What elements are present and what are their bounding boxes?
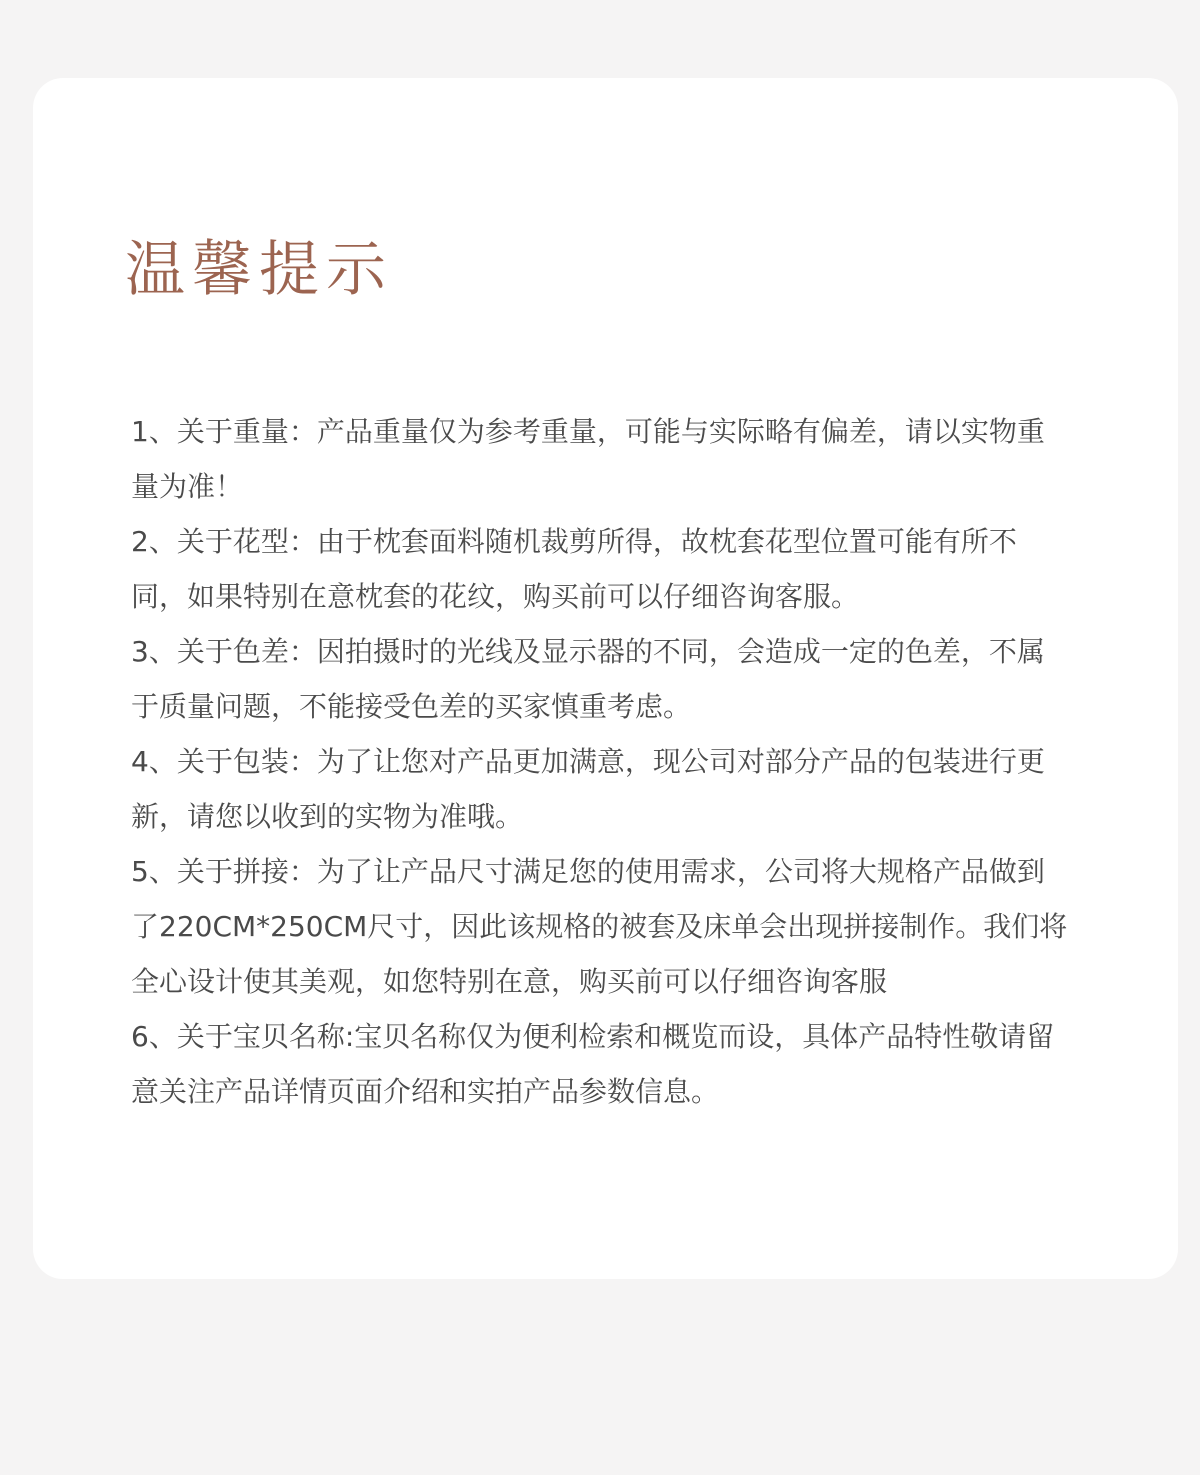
- notice-title: 温馨提示: [125, 235, 393, 305]
- notice-card: [33, 78, 1178, 1279]
- notice-item-splicing: 5、关于拼接：为了让产品尺寸满足您的使用需求，公司将大规格产品做到了220CM*250CM尺寸，因此该规格的被套及床单会出现拼接制作。我们将全心设计使其美观，如您特别在意，购买前可以仔细咨询客服: [131, 855, 1068, 998]
- notice-list: [131, 404, 1071, 1119]
- notice-item-pattern: 2、关于花型：由于枕套面料随机裁剪所得，故枕套花型位置可能有所不同，如果特别在意枕套的花纹，购买前可以仔细咨询客服。: [131, 525, 1017, 613]
- notice-item-color-difference: 3、关于色差：因拍摄时的光线及显示器的不同，会造成一定的色差，不属于质量问题，不能接受色差的买家慎重考虑。: [131, 635, 1045, 723]
- notice-item-packaging: 4、关于包装：为了让您对产品更加满意，现公司对部分产品的包装进行更新，请您以收到的实物为准哦。: [131, 745, 1045, 833]
- notice-item-weight: 1、关于重量：产品重量仅为参考重量，可能与实际略有偏差，请以实物重量为准！: [131, 415, 1045, 503]
- notice-item-product-name: 6、关于宝贝名称:宝贝名称仅为便利检索和概览而设，具体产品特性敬请留意关注产品详情页面介绍和实拍产品参数信息。: [131, 1020, 1055, 1108]
